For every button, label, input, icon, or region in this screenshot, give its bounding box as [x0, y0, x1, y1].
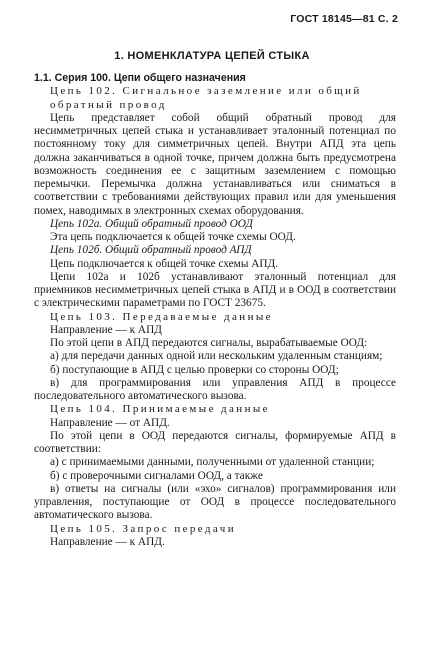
- circuit-104-title: Цепь 104. Принимаемые данные: [50, 403, 270, 416]
- circuit-103-item-c: в) для программирования или управления АПД в процессе последовательного автоматического вызова.: [34, 376, 396, 402]
- circuit-105-title: Цепь 105. Запрос передачи: [50, 522, 236, 535]
- subsection-heading: 1.1. Серия 100. Цепи общего назначения: [34, 72, 246, 84]
- circuit-103-intro: По этой цепи в АПД передаются сигналы, вырабатываемые ООД:: [50, 337, 368, 349]
- circuit-103-title: Цепь 103. Передаваемые данные: [50, 310, 273, 323]
- page-header: ГОСТ 18145—81 С. 2: [290, 13, 398, 25]
- circuit-104-item-b: б) с проверочными сигналами ООД, а также: [50, 469, 263, 482]
- circuit-102-note: Цепи 102а и 102б устанавливают эталонный потенциал для приемников несимметричных цепей стыка в АПД и в ООД в соответствии с электрическими параметрами по ГОСТ 23675.: [34, 270, 396, 310]
- circuit-103-item-a: а) для передачи данных одной или нескольким удаленным станциям;: [50, 350, 383, 363]
- circuit-104-item-a: а) с принимаемыми данными, полученными от удаленной станции;: [50, 456, 375, 469]
- circuit-103-item-b: б) поступающие в АПД с целью проверки со стороны ООД;: [50, 363, 339, 376]
- circuit-105-direction: Направление — к АПД.: [50, 535, 165, 548]
- document-body: [34, 72, 396, 549]
- circuit-104-item-c: в) ответы на сигналы (или «эхо» сигналов) программирования или управления, поступающие от ООД в процессе последовательного автоматического вызова.: [34, 482, 396, 522]
- section-title: 1. НОМЕНКЛАТУРА ЦЕПЕЙ СТЫКА: [114, 50, 310, 62]
- circuit-102b-body: Цепь подключается к общей точке схемы АПД.: [50, 257, 279, 270]
- circuit-102a-body: Эта цепь подключается к общей точке схемы ООД.: [50, 231, 296, 243]
- circuit-104-intro: По этой цепи в ООД передаются сигналы, формируемые АПД в соответствии:: [34, 429, 396, 455]
- circuit-102-title: Цепь 102. Сигнальное заземление или общий обратный провод: [50, 85, 362, 111]
- circuit-102-body: Цепь представляет собой общий обратный провод для несимметричных цепей стыка и устанавливает эталонный потенциал по постоянному току для симметричных цепей. Внутри АПД эта цепь должна заканчиваться в одной точке, причем должна быть предусмотрена возможность соединения ее с защитным заземлением с помощью перемычки. Перемычка должна устанавливаться или сниматься в соответствии с требованиями действующих правил или для уменьшения помех, наводимых в электронных схемах оборудования.: [34, 111, 396, 217]
- circuit-103-direction: Направление — к АПД: [50, 323, 162, 336]
- circuit-104-direction: Направление — от АПД.: [50, 416, 170, 429]
- circuit-102a-title: Цепь 102а. Общий обратный провод ООД: [50, 217, 253, 230]
- circuit-102b-title: Цепь 102б. Общий обратный провод АПД: [50, 244, 252, 257]
